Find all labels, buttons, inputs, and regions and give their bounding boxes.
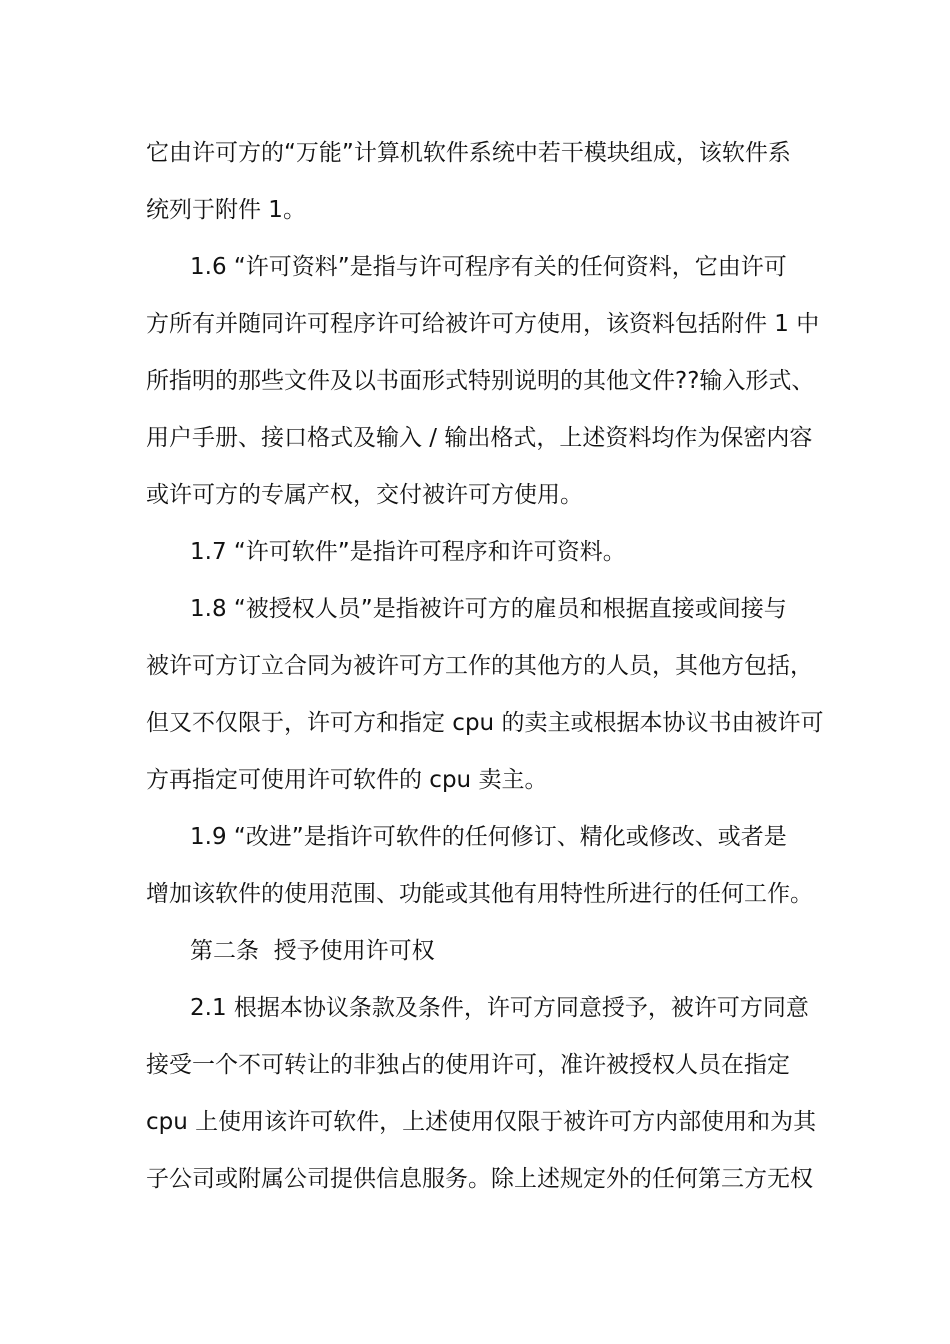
text-line-9: 1.8 “被授权人员”是指被许可方的雇员和根据直接或间接与 <box>190 596 787 622</box>
text-line-11: 但又不仅限于，许可方和指定 cpu 的卖主或根据本协议书由被许可 <box>146 710 824 736</box>
text-line-2: 统列于附件 1。 <box>146 197 306 223</box>
text-line-1: 它由许可方的“万能”计算机软件系统中若干模块组成，该软件系 <box>146 140 791 166</box>
text-line-18: cpu 上使用该许可软件，上述使用仅限于被许可方内部使用和为其 <box>146 1109 817 1135</box>
text-line-16: 2.1 根据本协议条款及条件，许可方同意授予，被许可方同意 <box>190 995 809 1021</box>
text-line-19: 子公司或附属公司提供信息服务。除上述规定外的任何第三方无权 <box>146 1166 813 1192</box>
text-line-4: 方所有并随同许可程序许可给被许可方使用，该资料包括附件 1 中 <box>146 311 820 337</box>
text-line-17: 接受一个不可转让的非独占的使用许可，准许被授权人员在指定 <box>146 1052 790 1078</box>
text-line-3: 1.6 “许可资料”是指与许可程序有关的任何资料，它由许可 <box>190 254 787 280</box>
text-line-13: 1.9 “改进”是指许可软件的任何修订、精化或修改、或者是 <box>190 824 787 850</box>
text-line-10: 被许可方订立合同为被许可方工作的其他方的人员，其他方包括， <box>146 653 813 679</box>
text-line-5: 所指明的那些文件及以书面形式特别说明的其他文件??输入形式、 <box>146 368 815 394</box>
text-line-14: 增加该软件的使用范围、功能或其他有用特性所进行的任何工作。 <box>146 881 813 907</box>
text-line-12: 方再指定可使用许可软件的 cpu 卖主。 <box>146 767 548 793</box>
text-line-7: 或许可方的专属产权，交付被许可方使用。 <box>146 482 583 508</box>
text-line-6: 用户手册、接口格式及输入 / 输出格式，上述资料均作为保密内容 <box>146 425 813 451</box>
text-line-8: 1.7 “许可软件”是指许可程序和许可资料。 <box>190 539 626 565</box>
section-heading: 第二条 授予使用许可权 <box>190 938 435 964</box>
